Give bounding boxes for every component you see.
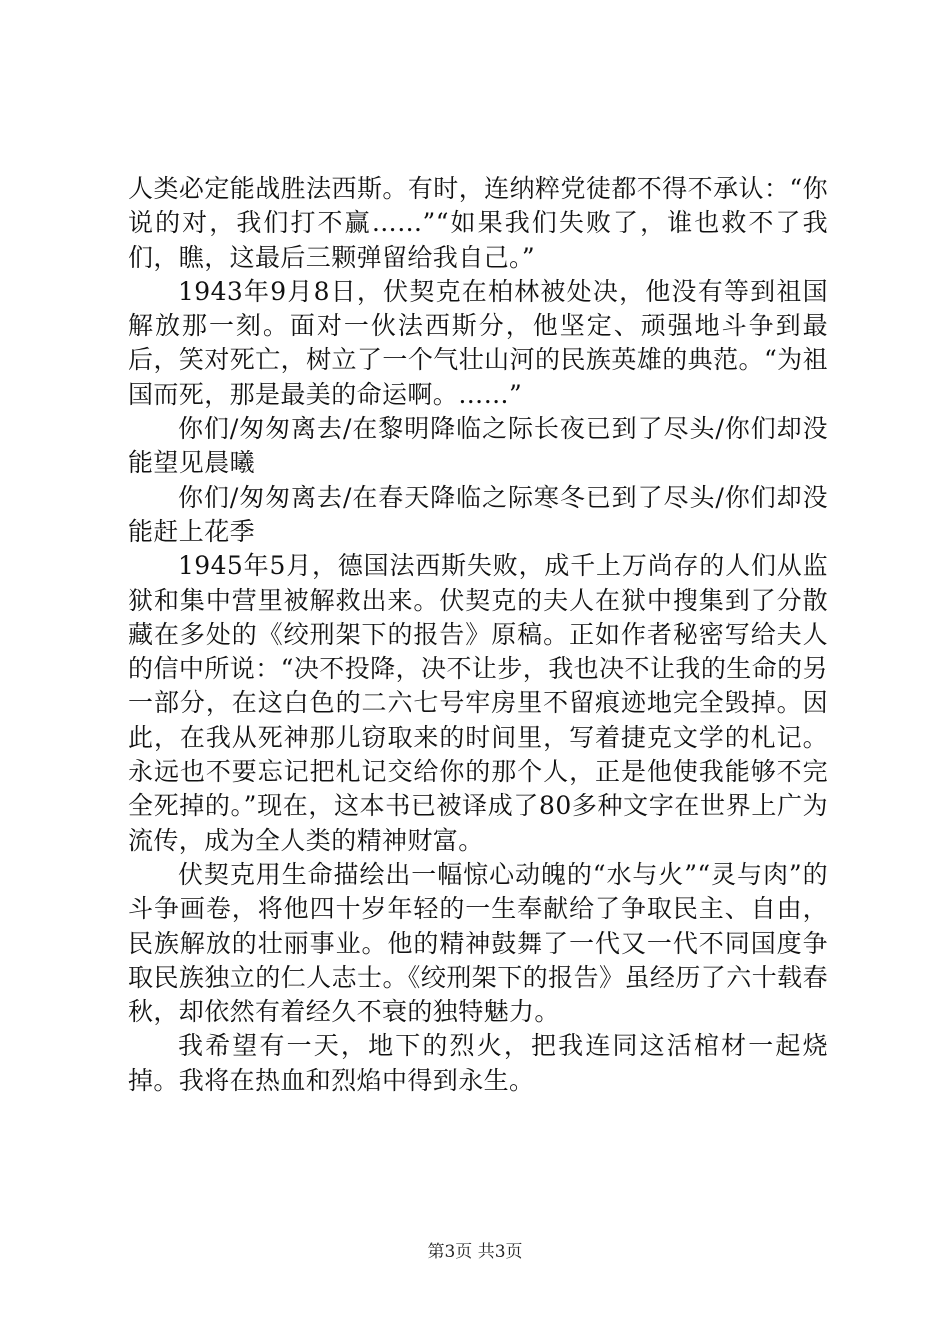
poem-line-dawn: 你们/匆匆离去/在黎明降临之际长夜已到了尽头/你们却没能望见晨曦 xyxy=(128,414,828,478)
paragraph-closing-quote: 我希望有一天，地下的烈火，把我连同这活棺材一起烧掉。我将在热血和烈焰中得到永生。 xyxy=(128,1031,828,1095)
document-body xyxy=(128,172,828,1098)
paragraph-nazi-admission: 人类必定能战胜法西斯。有时，连纳粹党徒都不得不承认：“你说的对，我们打不赢……”“如果我们失败了，谁也救不了我们，瞧，这最后三颗弹留给我自己。” xyxy=(128,174,828,272)
paragraph-execution: 1943年9月8日，伏契克在柏林被处决，他没有等到祖国解放那一刻。面对一伙法西斯分，他坚定、顽强地斗争到最后，笑对死亡，树立了一个气壮山河的民族英雄的典范。“为祖国而死，那是最美的命运啊。……” xyxy=(128,276,828,409)
page-number-footer: 第3页 共3页 xyxy=(427,1242,523,1262)
paragraph-manuscript: 1945年5月，德国法西斯失败，成千上万尚存的人们从监狱和集中营里被解救出来。伏契克的夫人在狱中搜集到了分散藏在多处的《绞刑架下的报告》原稿。正如作者秘密写给夫人的信中所说：“决不投降，决不让步，我也决不让我的生命的另一部分，在这白色的二六七号牢房里不留痕迹地完全毁掉。因此，在我从死神那儿窃取来的时间里，写着捷克文学的札记。永远也不要忘记把札记交给你的那个人，正是他使我能够不完全死掉的。”现在，这本书已被译成了80多种文字在世界上广为流传，成为全人类的精神财富。 xyxy=(128,551,828,855)
poem-line-spring: 你们/匆匆离去/在春天降临之际寒冬已到了尽头/你们却没能赶上花季 xyxy=(128,482,828,546)
paragraph-legacy: 伏契克用生命描绘出一幅惊心动魄的“水与火”“灵与肉”的斗争画卷，将他四十岁年轻的一生奉献给了争取民主、自由，民族解放的壮丽事业。他的精神鼓舞了一代又一代不同国度争取民族独立的仁人志士。《绞刑架下的报告》虽经历了六十载春秋，却依然有着经久不衰的独特魅力。 xyxy=(128,859,828,1027)
